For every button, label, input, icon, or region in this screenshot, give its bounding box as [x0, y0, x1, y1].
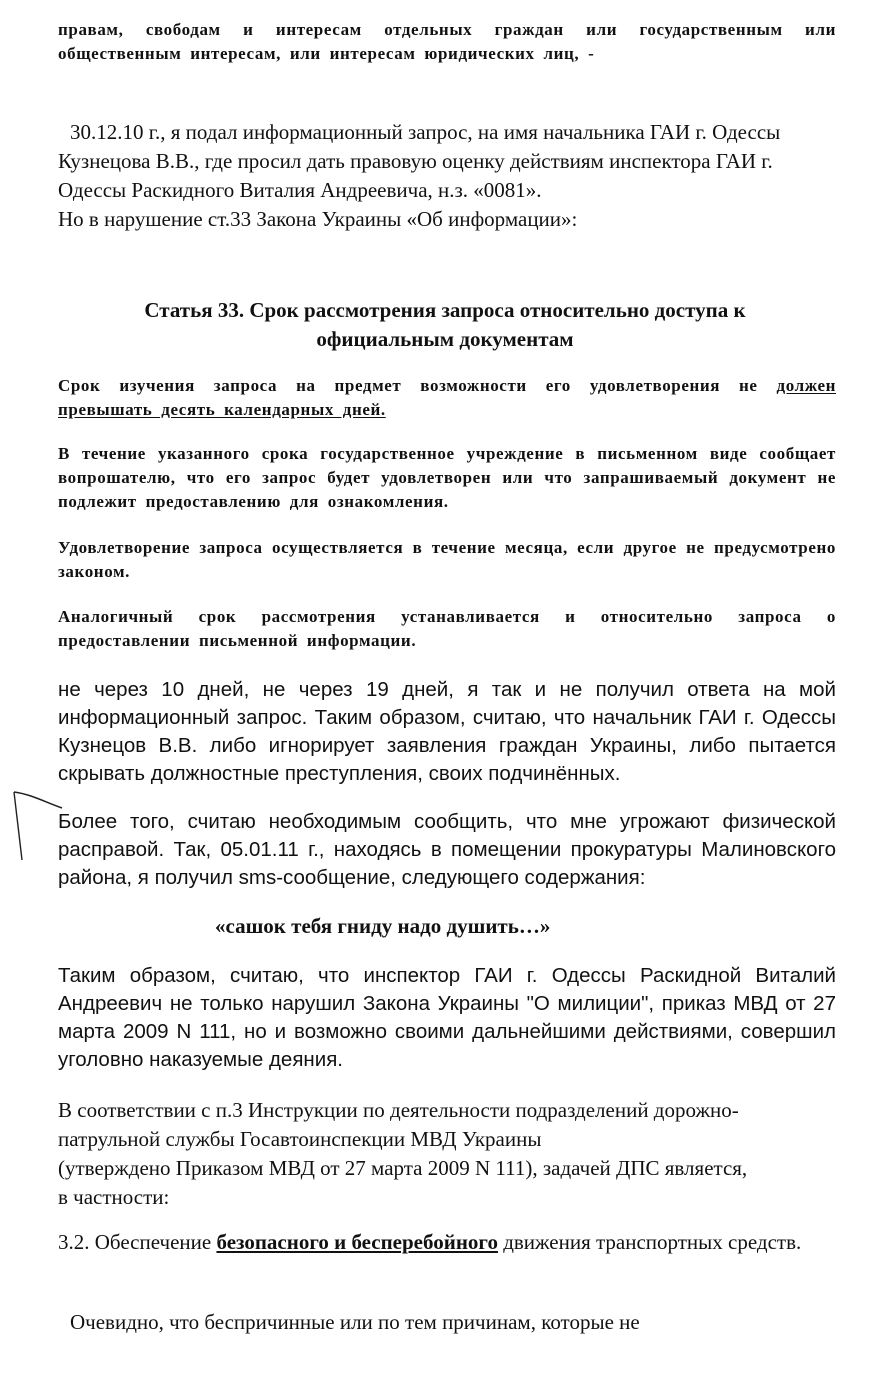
clause-3-2-prefix: 3.2. Обеспечение	[58, 1230, 217, 1254]
paragraph-conclusion: Таким образом, считаю, что инспектор ГАИ г. Одессы Раскидной Виталий Андреевич не только нарушил Закона Украины "О милиции", приказ МВД от 27 марта 2009 N 111, но и возможно своими дальнейшими действиями, совершил уголовно наказуемые деяния.	[58, 964, 836, 1071]
paragraph-clause-3-2	[58, 1228, 836, 1257]
instruction-line-4: в частности:	[58, 1185, 170, 1209]
paragraph-threat: Более того, считаю необходимым сообщить, что мне угрожают физической расправой. Так, 05.01.11 г., находясь в помещении прокуратуры Малиновского района, я получил sms-сообщение, следующего содержания:	[58, 810, 836, 889]
request-violation-line: Но в нарушение ст.33 Закона Украины «Об информации»:	[58, 207, 578, 231]
threat-quote: «сашок тебя гниду надо душить…»	[215, 914, 551, 938]
instruction-line-2: патрульной службы Госавтоинспекции МВД Украины	[58, 1127, 542, 1151]
paragraph-request	[58, 118, 818, 234]
request-text: 30.12.10 г., я подал информационный запрос, на имя начальника ГАИ г. Одессы Кузнецова В.В., где просил дать правовую оценку действиям инспектора ГАИ г. Одессы Раскидного Виталия Андреевича, н.з. «0081».	[58, 120, 781, 202]
paragraph-final: Очевидно, что беспричинные или по тем причинам, которые не	[70, 1310, 640, 1334]
article-clause-1	[58, 374, 836, 422]
article-clause-4: Аналогичный срок рассмотрения устанавливается и относительно запроса о предоставлении письменной информации.	[58, 607, 836, 650]
article-clause-1-text: Срок изучения запроса на предмет возможности его удовлетворения не	[58, 376, 777, 395]
article-clause-1-underlined: должен превышать десять календарных дней.	[58, 376, 836, 419]
article-heading-line1: Статья 33. Срок рассмотрения запроса относительно доступа к	[144, 298, 746, 322]
article-heading-line2: официальным документам	[316, 327, 574, 351]
instruction-line-1: В соответствии с п.3 Инструкции по деятельности подразделений дорожно-	[58, 1098, 739, 1122]
intro-paragraph: правам, свободам и интересам отдельных граждан или государственным или общественным интересам, или интересам юридических лиц, -	[58, 20, 836, 63]
article-clause-2: В течение указанного срока государственное учреждение в письменном виде сообщает вопрошателю, что его запрос будет удовлетворен или что запрашиваемый документ не подлежит предоставлению для ознакомления.	[58, 444, 836, 511]
paragraph-no-answer: не через 10 дней, не через 19 дней, я так и не получил ответа на мой информационный запрос. Таким образом, считаю, что начальник ГАИ г. Одессы Кузнецов В.В. либо игнорирует заявления граждан Украины, либо пытается скрывать должностные преступления, своих подчинённых.	[58, 678, 836, 785]
article-heading	[95, 296, 795, 354]
instruction-line-3: (утверждено Приказом МВД от 27 марта 2009 N 111), задачей ДПС является,	[58, 1156, 748, 1180]
clause-3-2-underlined: безопасного и бесперебойного	[216, 1230, 498, 1254]
article-clause-3: Удовлетворение запроса осуществляется в течение месяца, если другое не предусмотрено законом.	[58, 538, 836, 581]
clause-3-2-suffix: движения транспортных средств.	[497, 1230, 802, 1254]
paragraph-instruction	[58, 1096, 836, 1212]
